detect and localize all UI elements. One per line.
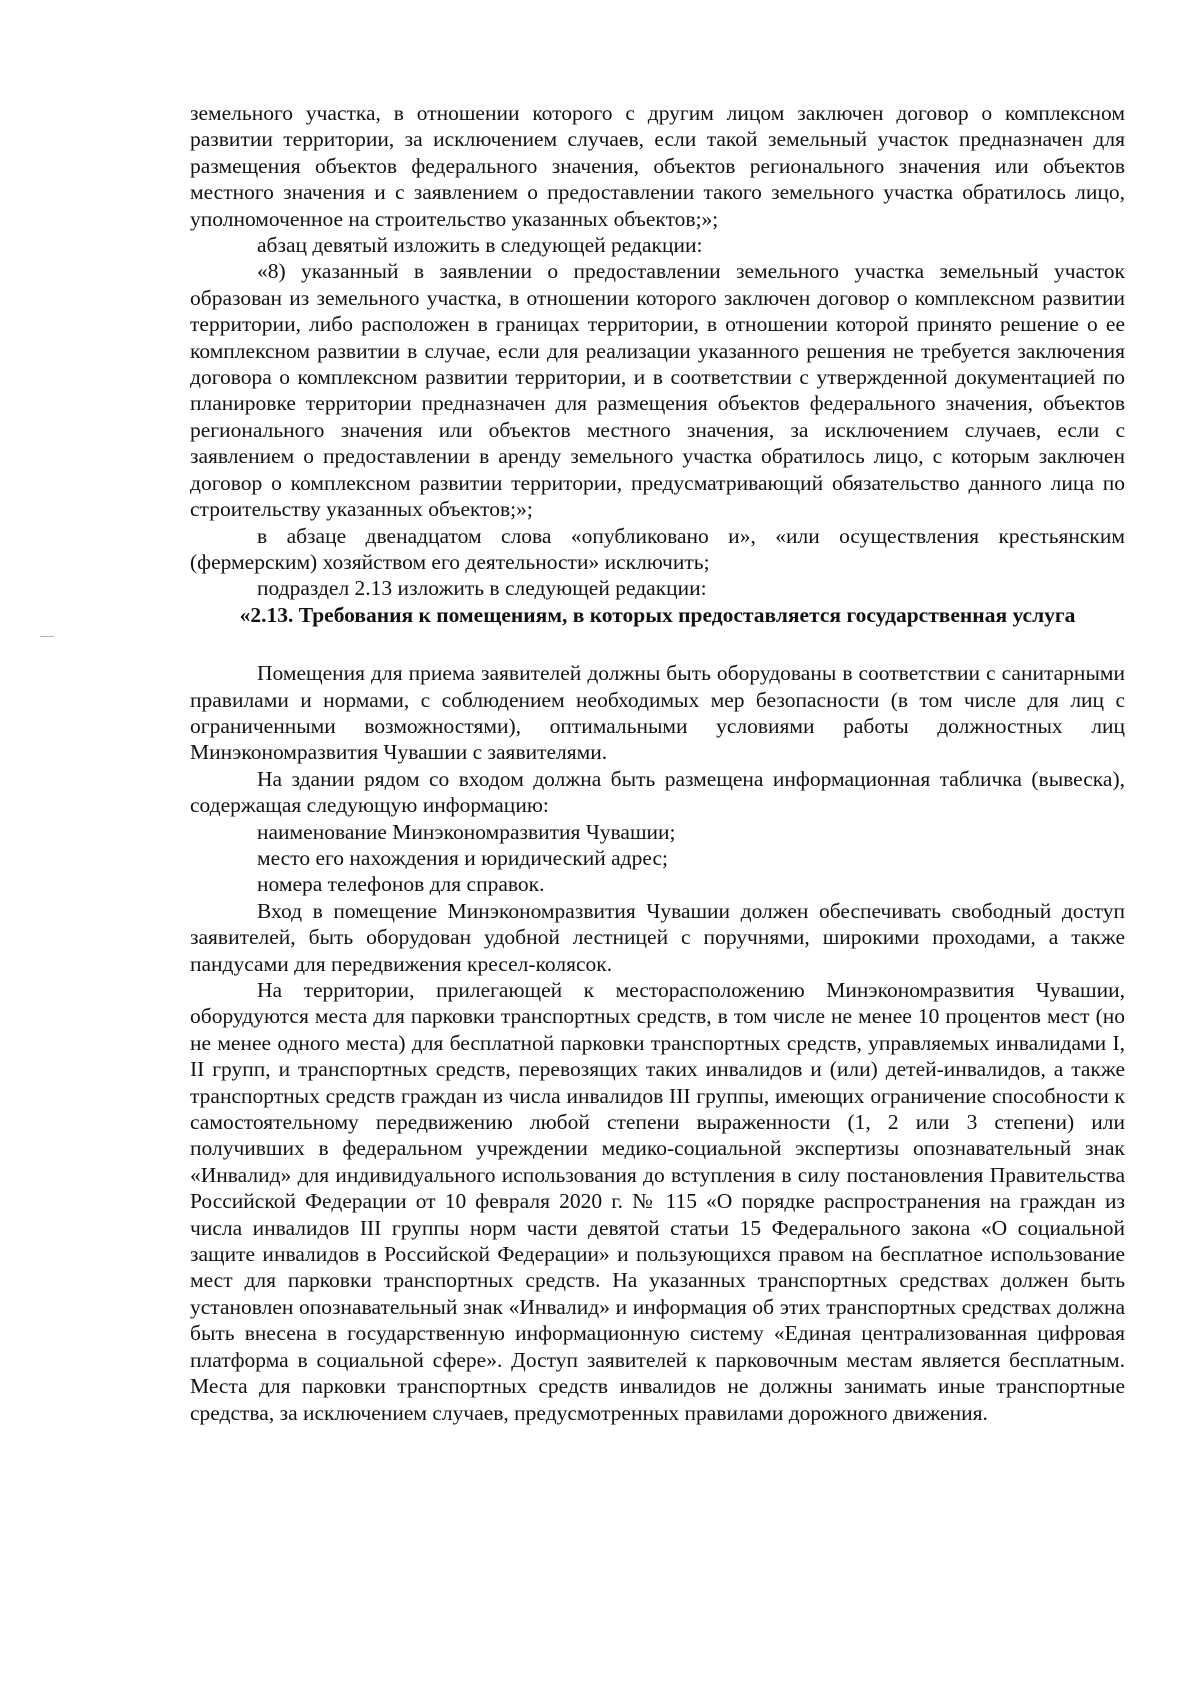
paragraph: земельного участка, в отношении которого с другим лицом заключен договор о комплексном развитии территории, за исключением случаев, если такой земельный участок предназначен для размещения объектов федерального значения, объектов регионального значения или объектов местного значения и с заявлением о предоставлении такого земельного участка обратилось лицо, уполномоченное на строительство указанных объектов;»; bbox=[190, 101, 1125, 231]
document-page bbox=[190, 100, 1125, 1426]
section-before-heading bbox=[190, 100, 1125, 602]
paragraph: место его нахождения и юридический адрес; bbox=[257, 845, 668, 870]
paragraph: номера телефонов для справок. bbox=[257, 872, 545, 897]
margin-scan-mark bbox=[40, 636, 54, 637]
paragraph: На здании рядом со входом должна быть размещена информационная табличка (вывеска), содержащая следующую информацию: bbox=[190, 766, 1125, 818]
paragraph: «8) указанный в заявлении о предоставлении земельного участка земельный участок образован из земельного участка, в отношении которого заключен договор о комплексном развитии территории, либо расположен в границах территории, в отношении которой принято решение о ее комплексном развитии в случае, если для реализации указанного решения не требуется заключения договора о комплексном развитии территории, и в соответствии с утвержденной документацией по планировке территории предназначен для размещения объектов федерального значения, объектов регионального значения или объектов местного значения, за исключением случаев, если с заявлением о предоставлении в аренду земельного участка обратилось лицо, с которым заключен договор о комплексном развитии территории, предусматривающий обязательство данного лица по строительству указанных объектов;»; bbox=[190, 259, 1125, 522]
paragraph: в абзаце двенадцатом слова «опубликовано и», «или осуществления крестьянским (фермерским) хозяйством его деятельности» исключить; bbox=[190, 523, 1125, 574]
paragraph: Помещения для приема заявителей должны быть оборудованы в соответствии с санитарными правилами и нормами, с соблюдением необходимых мер безопасности (в том числе для лиц с ограниченными возможностями), оптимальными условиями работы должностных лиц Минэкономразвития Чувашии с заявителями. bbox=[190, 661, 1125, 765]
paragraph: На территории, прилегающей к месторасположению Минэкономразвития Чувашии, оборудуются места для парковки транспортных средств, в том числе не менее 10 процентов мест (но не менее одного места) для бесплатной парковки транспортных средств, управляемых инвалидами I, II групп, и транспортных средств, перевозящих таких инвалидов и (или) детей-инвалидов, а также транспортных средств граждан из числа инвалидов III группы, имеющих ограничение способности к самостоятельному передвижению любой степени выраженности (1, 2 или 3 степени) или получивших в федеральном учреждении медико-социальной экспертизы опознавательный знак «Инвалид» для индивидуального использования до вступления в силу постановления Правительства Российской Федерации от 10 февраля 2020 г. № 115 «О порядке распространения на граждан из числа инвалидов III группы норм части девятой статьи 15 Федерального закона «О социальной защите инвалидов в Российской Федерации» и пользующихся правом на бесплатное использование мест для парковки транспортных средств. На указанных транспортных средствах должен быть установлен опознавательный знак «Инвалид» и информация об этих транспортных средствах должна быть внесена в государственную информационную систему «Единая централизованная цифровая платформа в социальной сфере». Доступ заявителей к парковочным местам является бесплатным. Места для парковки транспортных средств инвалидов не должны занимать иные транспортные средства, за исключением случаев, предусмотренных правилами дорожного движения. bbox=[190, 978, 1125, 1425]
paragraph: подраздел 2.13 изложить в следующей редакции: bbox=[257, 576, 707, 601]
paragraph: абзац девятый изложить в следующей редакции: bbox=[257, 233, 703, 258]
paragraph: наименование Минэкономразвития Чувашии; bbox=[257, 819, 676, 844]
section-after-heading bbox=[190, 660, 1125, 1426]
paragraph: Вход в помещение Минэкономразвития Чувашии должен обеспечивать свободный доступ заявителей, быть оборудован удобной лестницей с поручнями, широкими проходами, а также пандусами для передвижения кресел-колясок. bbox=[190, 898, 1125, 976]
section-heading: «2.13. Требования к помещениям, в которых предоставляется государственная услуга bbox=[239, 602, 1076, 627]
